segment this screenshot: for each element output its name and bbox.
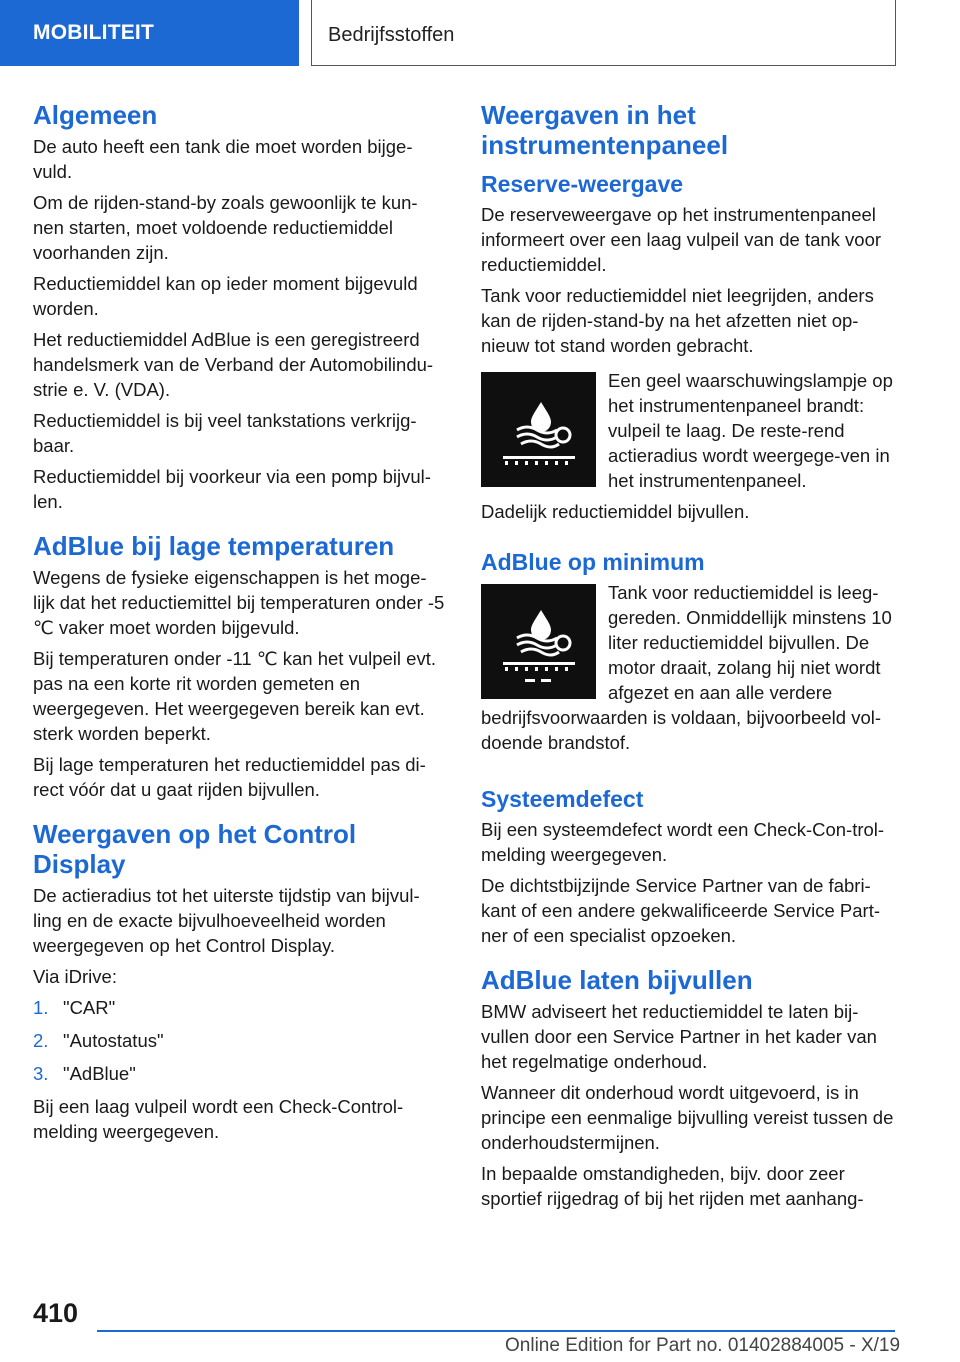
list-item — [33, 1028, 445, 1053]
section-adblue-minimum — [481, 548, 895, 761]
paragraph: Tank voor reductiemiddel niet leegrijden, anders kan de rijden-stand-by na het afzetten niet op-nieuw tot stand worden gebracht. — [481, 285, 874, 356]
section-control-display — [33, 819, 445, 1144]
chapter-title: Bedrijfsstoffen — [311, 0, 896, 66]
heading-instrumentenpaneel: Weergaven in het instrumentenpaneel — [481, 100, 729, 160]
footer-divider — [97, 1330, 895, 1332]
paragraph: Het reductiemiddel AdBlue is een geregistreerd handelsmerk van de Verband der Automobilindu-strie e. V. (VDA). — [33, 329, 434, 400]
section-laten-bijvullen — [481, 965, 895, 1211]
paragraph: Bij temperaturen onder -11 ℃ kan het vulpeil evt. pas na een korte rit worden gemeten en weergegeven. Het weergegeven bereik kan evt. sterk worden beperkt. — [33, 648, 436, 744]
idrive-steps — [33, 995, 445, 1086]
paragraph: In bepaalde omstandigheden, bijv. door zeer sportief rijgedrag of bij het rijden met aanhang- — [481, 1163, 864, 1209]
step-text: "AdBlue" — [63, 1063, 136, 1084]
heading-laten-bijvullen: AdBlue laten bijvullen — [481, 965, 753, 995]
step-text: "Autostatus" — [63, 1030, 164, 1051]
paragraph: Reductiemiddel is bij veel tankstations verkrijg-baar. — [33, 410, 417, 456]
left-column — [33, 100, 445, 1150]
heading-control-display: Weergaven op het Control Display — [33, 819, 357, 879]
paragraph: De reserveweergave op het instrumentenpaneel informeert over een laag vulpeil van de tank voor reductiemiddel. — [481, 204, 882, 275]
section-systeemdefect — [481, 785, 895, 948]
list-item — [33, 1061, 445, 1086]
paragraph: Wanneer dit onderhoud wordt uitgevoerd, is in principe een eenmalige bijvulling vereist tussen de onderhoudstermijnen. — [481, 1082, 894, 1153]
paragraph: Wegens de fysieke eigenschappen is het moge-lijk dat het reductiemittel bij temperaturen onder -5 ℃ vaker moet worden bijgevuld. — [33, 567, 445, 638]
section-tab: MOBILITEIT — [0, 0, 299, 66]
icon-description: Tank voor reductiemiddel is leeg-gereden. Onmiddellijk minstens 10 liter reductiemiddel bijvullen. De motor draait, zolang hij niet wordt afgezet en aan alle verdere bedrijfsvoorwaarden is voldaan, bijvoorbeeld vol-doende brandstof. — [481, 582, 892, 753]
right-column — [481, 100, 895, 1217]
paragraph: De actieradius tot het uiterste tijdstip van bijvul-ling en de exacte bijvulhoeveelheid worden weergegeven op het Control Display. — [33, 885, 420, 956]
paragraph: Bij een systeemdefect wordt een Check-Con-trol-melding weergegeven. — [481, 819, 885, 865]
section-lage-temperaturen — [33, 531, 445, 802]
icon-block — [481, 368, 895, 499]
adblue-reserve-warning-icon — [481, 372, 596, 487]
heading-systeemdefect: Systeemdefect — [481, 786, 644, 812]
step-number: 3. — [33, 1063, 49, 1084]
paragraph: De dichtstbijzijnde Service Partner van de fabri-kant of een andere gekwalificeerde Service Part-ner of een specialist opzoeken. — [481, 875, 880, 946]
paragraph: Dadelijk reductiemiddel bijvullen. — [481, 501, 750, 522]
heading-lage-temperaturen: AdBlue bij lage temperaturen — [33, 531, 395, 561]
paragraph: Bij lage temperaturen het reductiemiddel pas di-rect vóór dat u gaat rijden bijvullen. — [33, 754, 426, 800]
page-header — [0, 0, 960, 66]
paragraph: BMW adviseert het reductiemiddel te laten bij-vullen door een Service Partner in het kader van het regelmatige onderhoud. — [481, 1001, 877, 1072]
paragraph: Om de rijden-stand-by zoals gewoonlijk te kun-nen starten, moet voldoende reductiemiddel voorhanden zijn. — [33, 192, 418, 263]
page-footer — [0, 1290, 960, 1362]
icon-block — [481, 580, 895, 761]
step-text: "CAR" — [63, 997, 116, 1018]
section-instrumentenpaneel — [481, 100, 895, 160]
paragraph: Reductiemiddel kan op ieder moment bijgevuld worden. — [33, 273, 418, 319]
paragraph: Bij een laag vulpeil wordt een Check-Control-melding weergegeven. — [33, 1096, 404, 1142]
edition-note: Online Edition for Part no. 01402884005 - X/19 — [505, 1335, 901, 1356]
paragraph: De auto heeft een tank die moet worden bijge-vuld. — [33, 136, 413, 182]
section-reserve-weergave — [481, 170, 895, 524]
heading-adblue-minimum: AdBlue op minimum — [481, 549, 705, 575]
paragraph: Reductiemiddel bij voorkeur via een pomp bijvul-len. — [33, 466, 431, 512]
paragraph: Via iDrive: — [33, 966, 117, 987]
list-item — [33, 995, 445, 1020]
section-algemeen — [33, 100, 445, 514]
icon-description: Een geel waarschuwingslampje op het instrumentenpaneel brandt: vulpeil te laag. De reste-rend actieradius wordt weergege-ven in het instrumentenpaneel. — [608, 370, 893, 491]
page-number: 410 — [33, 1298, 79, 1328]
heading-reserve-weergave: Reserve-weergave — [481, 171, 684, 197]
step-number: 2. — [33, 1030, 49, 1051]
step-number: 1. — [33, 997, 49, 1018]
adblue-minimum-warning-icon — [481, 584, 596, 699]
heading-algemeen: Algemeen — [33, 100, 158, 130]
